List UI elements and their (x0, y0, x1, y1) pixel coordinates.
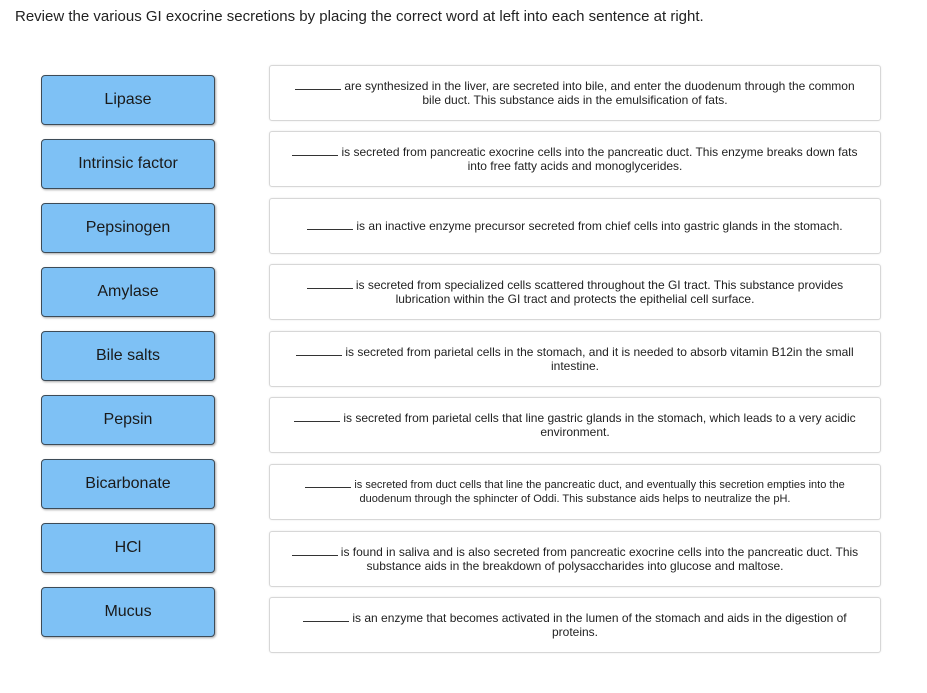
sentence-text: is found in saliva and is also secreted from pancreatic exocrine cells into the pancreatic duct. This substance aids in the breakdown of polysaccharides into glucose and maltose. (340, 545, 859, 573)
sentence-text: is secreted from parietal cells that line gastric glands in the stomach, which leads to a very acidic environment. (343, 411, 856, 439)
sentence-box (269, 464, 881, 520)
instructions-text: Review the various GI exocrine secretions by placing the correct word at left into each sentence at right. (15, 8, 704, 25)
word-tile-bicarbonate[interactable]: Bicarbonate (41, 459, 215, 509)
drop-blank[interactable] (307, 279, 353, 289)
sentence-box (269, 531, 881, 587)
drop-blank[interactable] (307, 220, 353, 230)
drop-blank[interactable] (292, 146, 338, 156)
sentence-box (269, 397, 881, 453)
sentence-box (269, 198, 881, 254)
sentence-box (269, 264, 881, 320)
sentence-text: is an enzyme that becomes activated in the lumen of the stomach and aids in the digestion of proteins. (352, 611, 847, 639)
sentence-text: is secreted from duct cells that line the pancreatic duct, and eventually this secretion empties into the duodenum through the sphincter of Oddi. This substance aids helps to neutralize the pH. (354, 479, 845, 505)
drop-blank[interactable] (303, 612, 349, 622)
sentence-text: is secreted from parietal cells in the stomach, and it is needed to absorb vitamin B12in the small intestine. (345, 345, 854, 373)
word-tile-hcl[interactable]: HCl (41, 523, 215, 573)
word-tile-mucus[interactable]: Mucus (41, 587, 215, 637)
sentence-text: is secreted from pancreatic exocrine cells into the pancreatic duct. This enzyme breaks down fats into free fatty acids and monoglycerides. (341, 145, 858, 173)
word-tile-lipase[interactable]: Lipase (41, 75, 215, 125)
sentence-text: is an inactive enzyme precursor secreted from chief cells into gastric glands in the stomach. (356, 219, 843, 233)
sentence-text: is secreted from specialized cells scattered throughout the GI tract. This substance provides lubrication within the GI tract and protects the epithelial cell surface. (355, 278, 844, 306)
drop-blank[interactable] (292, 546, 338, 556)
sentence-box (269, 131, 881, 187)
word-tile-intrinsic-factor[interactable]: Intrinsic factor (41, 139, 215, 189)
sentence-box (269, 597, 881, 653)
drop-blank[interactable] (294, 412, 340, 422)
drop-blank[interactable] (305, 478, 351, 488)
drop-blank[interactable] (296, 346, 342, 356)
word-tile-pepsin[interactable]: Pepsin (41, 395, 215, 445)
sentence-box (269, 331, 881, 387)
sentence-text: are synthesized in the liver, are secreted into bile, and enter the duodenum through the common bile duct. This substance aids in the emulsification of fats. (344, 79, 855, 107)
sentence-box (269, 65, 881, 121)
drop-blank[interactable] (295, 80, 341, 90)
word-tile-bile-salts[interactable]: Bile salts (41, 331, 215, 381)
word-tile-pepsinogen[interactable]: Pepsinogen (41, 203, 215, 253)
word-tile-amylase[interactable]: Amylase (41, 267, 215, 317)
